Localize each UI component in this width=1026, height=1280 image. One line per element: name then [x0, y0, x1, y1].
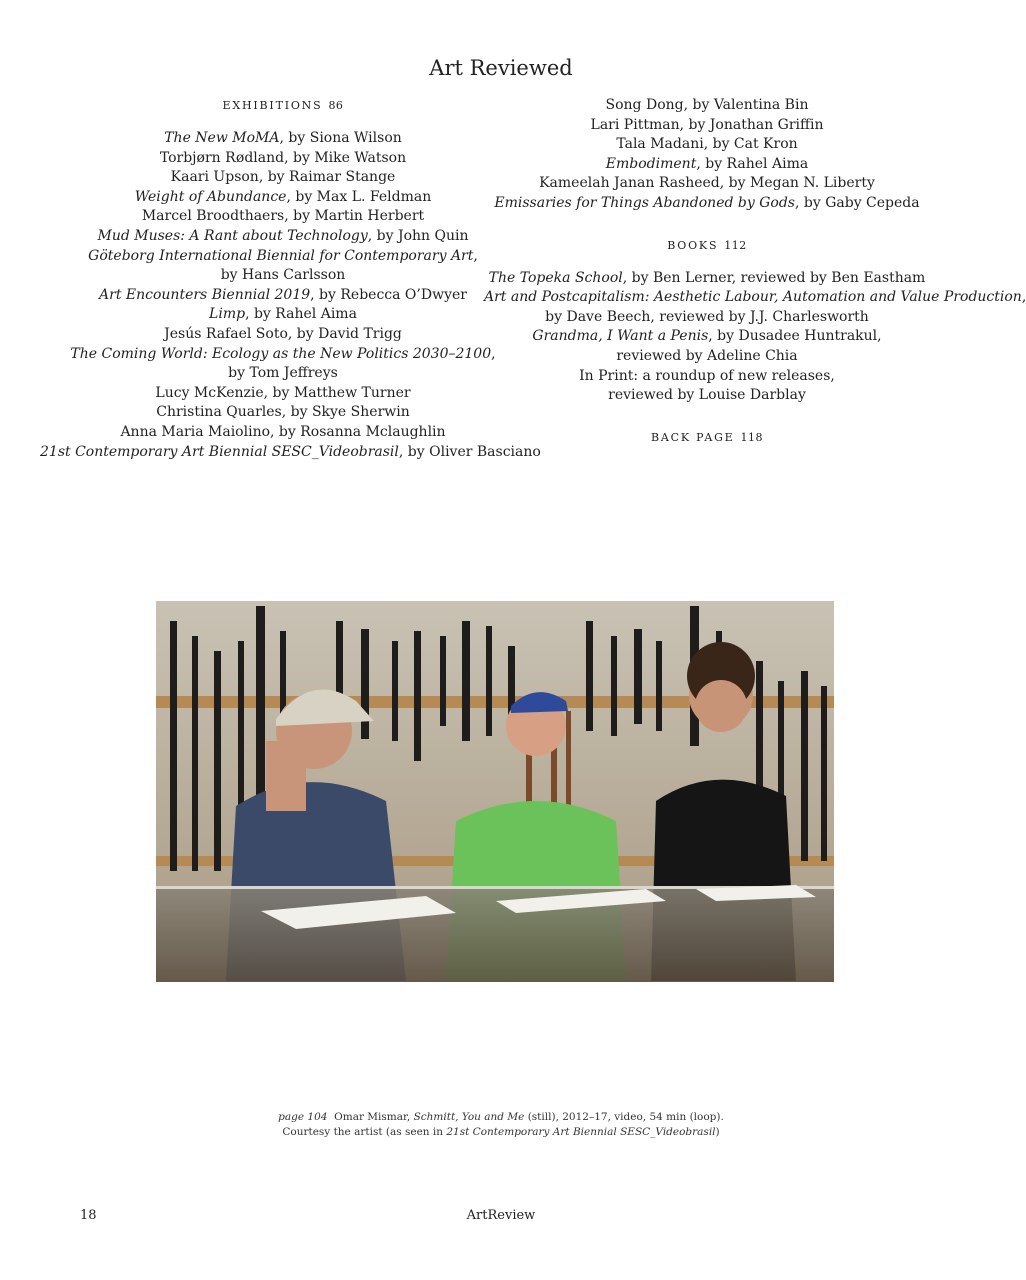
entry-byline: , by Gaby Cepeda [794, 194, 920, 211]
caption-artist: Omar Mismar, [334, 1111, 411, 1123]
entry-byline: , [1021, 289, 1026, 306]
entry-byline: , [473, 247, 478, 264]
entry-byline: , by Rebecca O’Dwyer [310, 286, 467, 303]
entry-text: by Hans Carlsson [220, 267, 346, 284]
entry-title: Göteborg International Biennial for Contemporary Art [88, 247, 474, 264]
entry-text: Kameelah Janan Rasheed, by Megan N. Liberty [539, 175, 875, 192]
entry-title: Limp [209, 306, 246, 323]
entry-title: Grandma, I Want a Penis [532, 328, 709, 345]
entry-line [484, 174, 930, 194]
entry-text: Christina Quarles, by Skye Sherwin [156, 404, 410, 421]
entry-title: Art and Postcapitalism: Aesthetic Labour, Automation and Value Production [484, 289, 1022, 306]
entry-title: Weight of Abundance [134, 188, 287, 205]
left-column [40, 96, 541, 462]
entry-line [484, 135, 930, 155]
entry-line [484, 308, 930, 328]
entry-line [40, 266, 526, 286]
entry-text: In Print: a roundup of new releases, [579, 367, 835, 384]
entry-text: Lucy McKenzie, by Matthew Turner [155, 384, 411, 401]
entry-title: 21st Contemporary Art Biennial SESC_Videobrasil [40, 443, 399, 460]
entry-line [484, 367, 930, 387]
image-caption [0, 1110, 1002, 1140]
entry-line [40, 168, 526, 188]
entry-text: Tala Madani, by Cat Kron [616, 136, 798, 153]
artwork-still-image [156, 601, 834, 982]
entry-byline: , by Oliver Basciano [398, 443, 541, 460]
entry-text: Torbjørn Rødland, by Mike Watson [159, 149, 407, 166]
exhibitions-heading-label: EXHIBITIONS [222, 99, 323, 112]
back-page-heading [484, 428, 930, 448]
entry-byline: , by Dusadee Huntrakul, [708, 328, 882, 345]
entry-line [40, 345, 526, 365]
entry-line [484, 116, 930, 136]
books-heading-label: BOOKS [667, 238, 719, 252]
entry-text: Kaari Upson, by Raimar Stange [170, 169, 396, 186]
caption-page-ref: page 104 [278, 1111, 328, 1123]
entry-text: by Tom Jeffreys [228, 365, 338, 382]
entry-line [40, 364, 526, 384]
right-column [484, 96, 1026, 461]
entry-line [484, 386, 930, 406]
entry-title: Embodiment [605, 155, 697, 172]
entry-title: The Topeka School [488, 269, 623, 286]
caption-source: 21st Contemporary Art Biennial SESC_Videobrasil [446, 1126, 716, 1138]
caption-work-title: Schmitt, You and Me [413, 1111, 525, 1123]
page-number: 18 [80, 1208, 97, 1223]
caption-details: (still), 2012–17, video, 54 min (loop). [527, 1111, 724, 1123]
entry-line [40, 188, 526, 208]
entry-byline: , by John Quin [367, 227, 469, 244]
exhibitions-list [40, 129, 541, 462]
entry-line [40, 286, 526, 306]
entry-byline: , by Siona Wilson [279, 130, 402, 146]
exhibitions-page-number: 86 [328, 99, 344, 112]
entry-line [40, 403, 526, 423]
entry-line [484, 155, 930, 175]
page-title: Art Reviewed [429, 56, 573, 80]
entry-title: Mud Muses: A Rant about Technology [97, 227, 368, 244]
entry-title: The Coming World: Ecology as the New Politics 2030–2100 [70, 345, 492, 362]
entry-line [40, 227, 526, 247]
entry-byline: , [491, 345, 496, 362]
entry-text: reviewed by Louise Darblay [608, 387, 806, 404]
entry-text: Song Dong, by Valentina Bin [605, 97, 809, 113]
entry-byline: , by Ben Lerner, reviewed by Ben Eastham [622, 269, 926, 286]
entry-text: Anna Maria Maiolino, by Rosanna Mclaughlin [120, 423, 446, 440]
entry-line [40, 129, 526, 149]
entry-line [40, 207, 526, 227]
entry-line [40, 247, 526, 267]
entry-byline: , by Rahel Aima [245, 306, 357, 323]
entry-line [40, 149, 526, 169]
entry-byline: , by Rahel Aima [696, 155, 809, 172]
entry-text: reviewed by Adeline Chia [616, 347, 798, 364]
entry-line [40, 443, 541, 463]
entry-line [40, 423, 526, 443]
entry-text: by Dave Beech, reviewed by J.J. Charlesworth [545, 308, 869, 325]
entry-byline: , by Max L. Feldman [286, 188, 432, 205]
entry-text: Jesús Rafael Soto, by David Trigg [164, 325, 402, 342]
back-page-label: BACK PAGE [650, 430, 735, 444]
entry-line [40, 384, 526, 404]
back-page-number: 118 [740, 430, 763, 444]
entry-title: Art Encounters Biennial 2019 [99, 286, 311, 303]
entry-line [484, 347, 930, 367]
caption-line-2 [0, 1125, 1002, 1140]
entry-line [484, 194, 930, 214]
entry-text: Lari Pittman, by Jonathan Griffin [590, 116, 824, 133]
exhibitions-heading [40, 96, 526, 116]
entry-line [40, 325, 526, 345]
exhibitions-continued-list [484, 96, 930, 214]
entry-line [40, 305, 526, 325]
entry-line [484, 96, 930, 116]
entry-line [484, 269, 930, 289]
caption-close: ) [715, 1126, 720, 1138]
entry-title: The New MoMA [164, 130, 280, 146]
entry-line [484, 288, 1026, 308]
magazine-name: ArtReview [466, 1208, 536, 1223]
books-heading [484, 236, 930, 256]
caption-line-1 [0, 1110, 1002, 1125]
entry-title: Emissaries for Things Abandoned by Gods [494, 194, 795, 211]
entry-text: Marcel Broodthaers, by Martin Herbert [141, 208, 425, 225]
caption-courtesy: Courtesy the artist (as seen in [282, 1126, 444, 1138]
entry-line [484, 327, 930, 347]
books-list [484, 269, 1026, 406]
books-page-number: 112 [724, 238, 747, 252]
